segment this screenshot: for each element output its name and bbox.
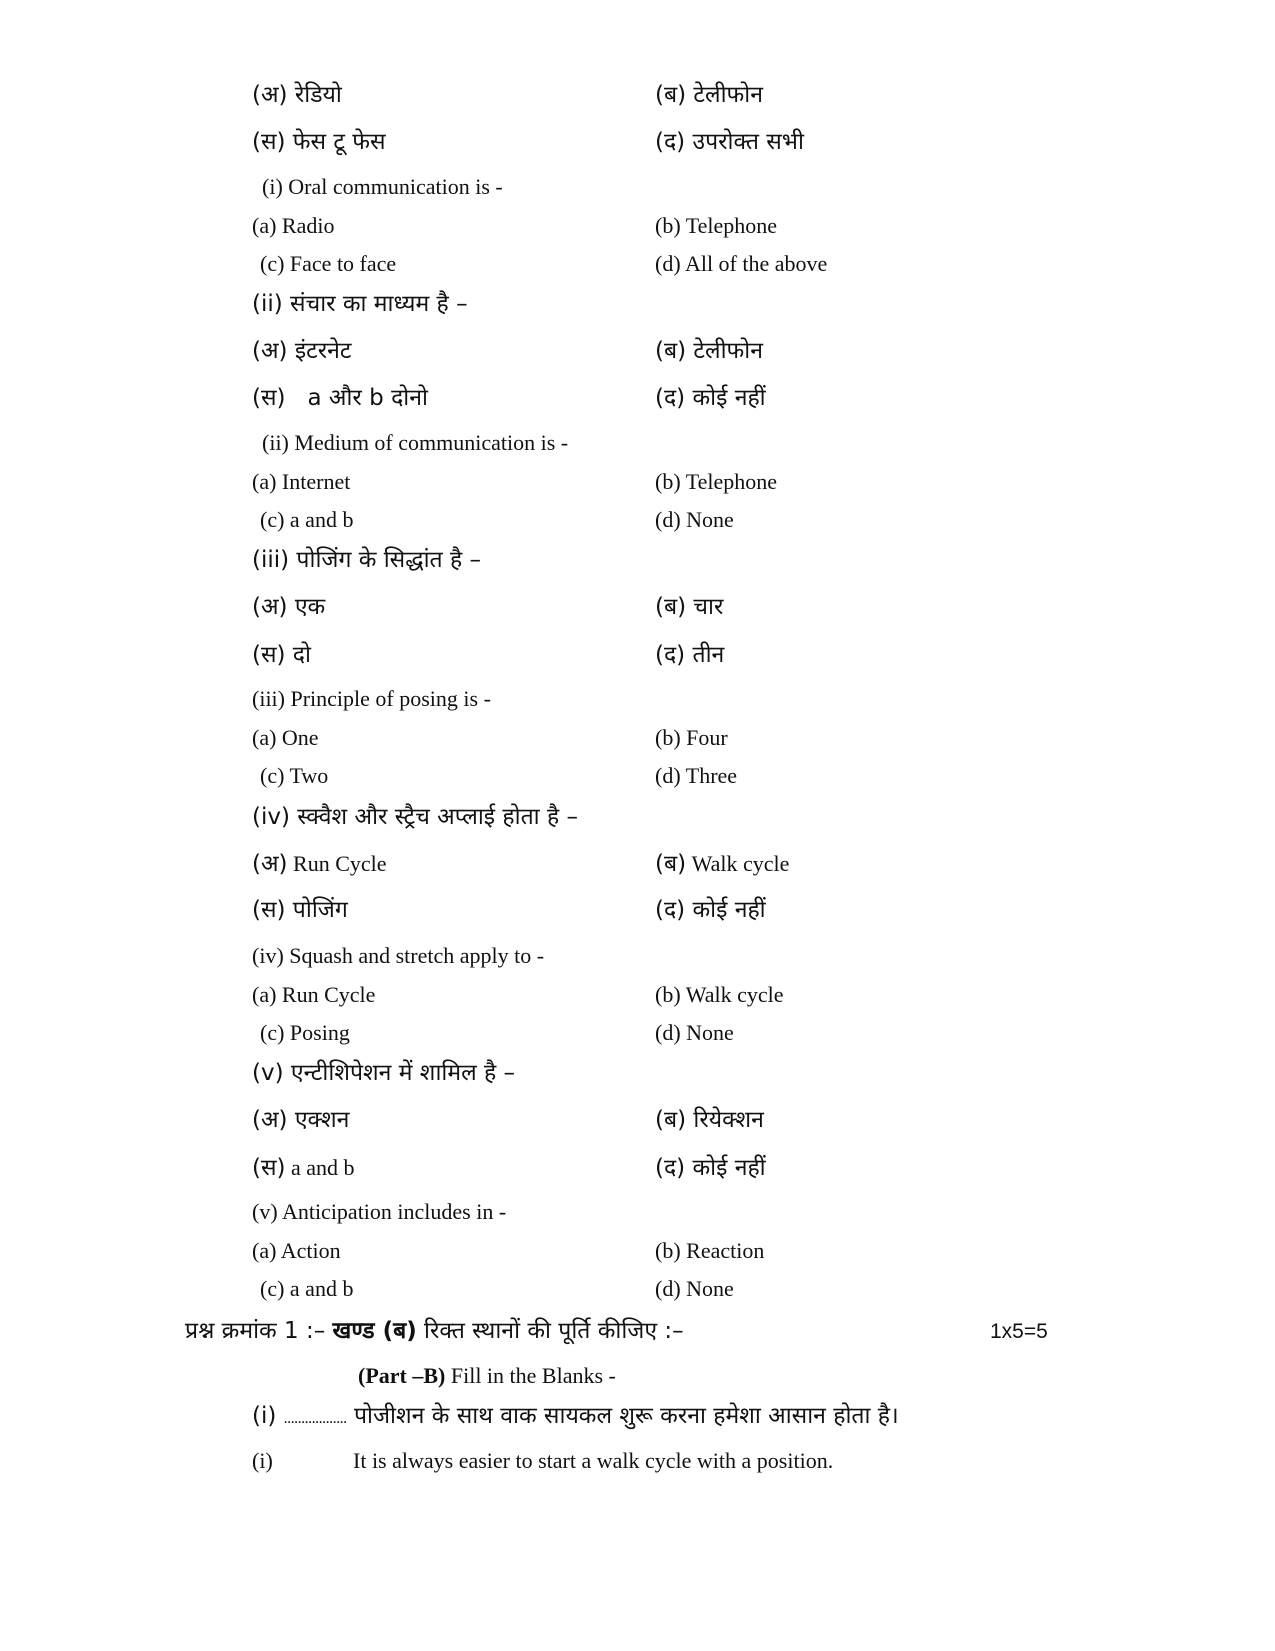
- option-prefix: (स): [252, 1155, 286, 1181]
- question-text: पोजीशन के साथ वाक सायकल शुरू करना हमेशा आसान होता है।: [353, 1403, 899, 1429]
- q4-en-option-a: (a) Run Cycle: [252, 982, 376, 1007]
- option-text: a और b दोनो: [307, 385, 428, 411]
- part-b-instruction: Fill in the Blanks -: [450, 1363, 616, 1388]
- q3-en-option-b: (b) Four: [655, 725, 728, 750]
- q3-hi-option-a: (अ) एक: [252, 594, 326, 620]
- q2-hi-option-d: (द) कोई नहीं: [655, 385, 766, 411]
- q4-hi-option-d: (द) कोई नहीं: [655, 897, 766, 923]
- q5-hi-option-c: [252, 1154, 355, 1182]
- q5-hi-option-b: (ब) रियेक्शन: [655, 1107, 764, 1133]
- q1-en-question: (i) Oral communication is -: [262, 174, 503, 199]
- q5-hi-option-a: (अ) एक्शन: [252, 1107, 350, 1133]
- q5-hi-option-d: (द) कोई नहीं: [655, 1155, 766, 1181]
- q5-en-option-a: (a) Action: [252, 1238, 341, 1263]
- q1-hi-option-c: (स) फेस टू फेस: [252, 129, 386, 155]
- part-b-title: [358, 1362, 616, 1390]
- q4-hi-option-b: [655, 850, 789, 878]
- blank-dots: ..................: [283, 1410, 347, 1427]
- q1-en-option-d: (d) All of the above: [655, 251, 828, 276]
- option-text: Walk cycle: [691, 851, 790, 876]
- section-b-instruction: रिक्त स्थानों की पूर्ति कीजिए :–: [424, 1318, 684, 1344]
- q2-en-question: (ii) Medium of communication is -: [262, 430, 569, 455]
- q3-en-option-d: (d) Three: [655, 763, 738, 788]
- option-prefix: (ब): [655, 851, 687, 877]
- q3-en-question: (iii) Principle of posing is -: [252, 686, 491, 711]
- q3-en-option-a: (a) One: [252, 725, 319, 750]
- q5-en-option-d: (d) None: [655, 1276, 734, 1301]
- q5-en-option-b: (b) Reaction: [655, 1238, 765, 1263]
- q3-hi-option-d: (द) तीन: [655, 642, 725, 668]
- q1-hi-option-d: (द) उपरोक्त सभी: [655, 129, 804, 155]
- blank1-en-number: (i): [252, 1448, 273, 1473]
- option-text: a and b: [291, 1155, 355, 1180]
- option-prefix: (अ): [252, 851, 288, 877]
- q2-hi-question: (ii) संचार का माध्यम है –: [252, 291, 468, 317]
- q2-en-option-a: (a) Internet: [252, 469, 351, 494]
- section-b-prefix: प्रश्न क्रमांक 1 :–: [185, 1318, 326, 1344]
- q1-en-option-a: (a) Radio: [252, 213, 335, 238]
- q4-en-option-c: (c) Posing: [260, 1020, 350, 1045]
- q5-en-question: (v) Anticipation includes in -: [252, 1199, 507, 1224]
- q4-hi-question: (iv) स्क्वैश और स्ट्रैच अप्लाई होता है –: [252, 804, 578, 830]
- q4-en-option-b: (b) Walk cycle: [655, 982, 784, 1007]
- q4-hi-option-a: [252, 850, 387, 878]
- q4-hi-option-c: (स) पोजिंग: [252, 897, 348, 923]
- q4-en-question: (iv) Squash and stretch apply to -: [252, 943, 545, 968]
- q2-en-option-c: (c) a and b: [260, 507, 354, 532]
- q2-hi-option-c: [252, 384, 428, 412]
- q4-en-option-d: (d) None: [655, 1020, 734, 1045]
- q3-hi-option-c: (स) दो: [252, 642, 311, 668]
- blank1-en-question: It is always easier to start a walk cycle with a position.: [353, 1448, 834, 1473]
- q3-hi-question: (iii) पोजिंग के सिद्धांत है –: [252, 547, 481, 573]
- q1-en-option-b: (b) Telephone: [655, 213, 778, 238]
- section-b-marks: 1x5=5: [990, 1320, 1048, 1343]
- section-b-heading: [185, 1317, 684, 1345]
- q2-hi-option-b: (ब) टेलीफोन: [655, 338, 763, 364]
- q2-hi-option-a: (अ) इंटरनेट: [252, 338, 352, 364]
- q5-en-option-c: (c) a and b: [260, 1276, 354, 1301]
- question-number: (i): [252, 1403, 277, 1429]
- q1-hi-option-b: (ब) टेलीफोन: [655, 82, 763, 108]
- q1-hi-option-a: (अ) रेडियो: [252, 82, 342, 108]
- part-b-label: (Part –B): [358, 1363, 446, 1388]
- option-prefix: (स): [252, 385, 286, 411]
- q2-en-option-b: (b) Telephone: [655, 469, 778, 494]
- q1-en-option-c: (c) Face to face: [260, 251, 397, 276]
- section-b-label: खण्ड (ब): [332, 1318, 417, 1344]
- option-text: Run Cycle: [293, 851, 387, 876]
- blank1-hi-question: [252, 1402, 899, 1433]
- q3-en-option-c: (c) Two: [260, 763, 329, 788]
- q2-en-option-d: (d) None: [655, 507, 734, 532]
- q3-hi-option-b: (ब) चार: [655, 594, 724, 620]
- q5-hi-question: (v) एन्टीशिपेशन में शामिल है –: [252, 1060, 516, 1086]
